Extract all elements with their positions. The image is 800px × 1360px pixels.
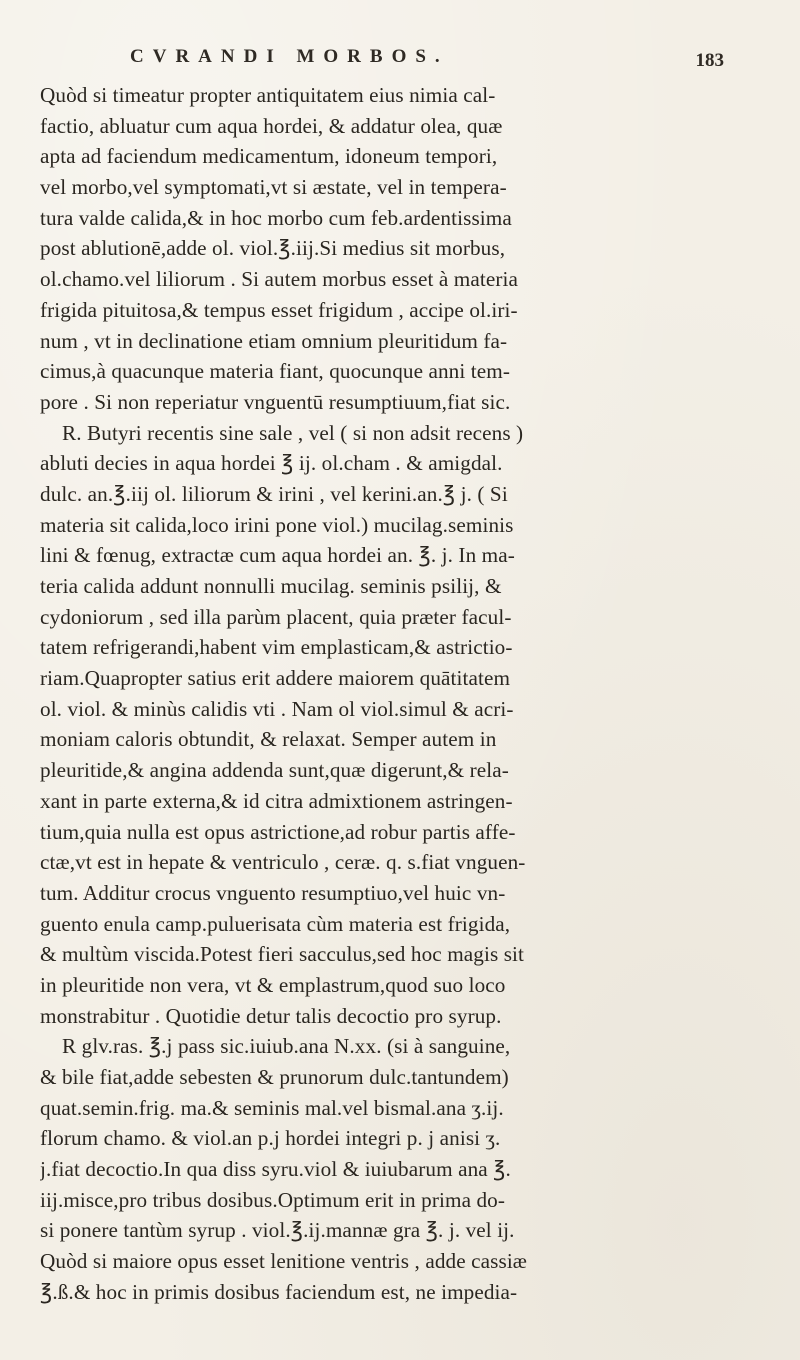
text-line: teria calida addunt nonnulli mucilag. seminis psilij, & (40, 574, 502, 598)
text-line: pore . Si non reperiatur vnguentū resumptiuum,fiat sic. (40, 389, 511, 414)
text-line: frigida pituitosa,& tempus esset frigidum , accipe ol.iri- (40, 297, 518, 322)
text-line: tura valde calida,& in hoc morbo cum feb.ardentissima (40, 205, 512, 230)
text-line: ol.chamo.vel liliorum . Si autem morbus esset à materia (40, 267, 518, 292)
text-line: Quòd si timeatur propter antiquitatem eius nimia cal- (40, 83, 496, 107)
text-line: R. Butyri recentis sine sale , vel ( si non adsit recens ) (62, 420, 524, 445)
page-number: 183 (695, 50, 724, 71)
text-line: si ponere tantùm syrup . viol.℥.ij.mannæ gra ℥. j. vel ij. (40, 1218, 515, 1243)
text-line: j.fiat decoctio.In qua diss syru.viol & iuiubarum ana ℥. (40, 1157, 511, 1182)
text-line: tatem refrigerandi,habent vim emplasticam,& astrictio- (40, 635, 513, 660)
text-line: materia sit calida,loco irini pone viol.) mucilag.seminis (40, 512, 514, 537)
text-line: xant in parte externa,& id citra admixtionem astringen- (40, 788, 513, 813)
text-line: cimus,à quacunque materia fiant, quocunque anni tem- (40, 359, 510, 384)
text-line: ℥.ß.& hoc in primis dosibus faciendum est, ne impedia- (40, 1279, 518, 1304)
text-line: riam.Quapropter satius erit addere maiorem quātitatem (40, 666, 511, 691)
text-line: & multùm viscida.Potest fieri sacculus,sed hoc magis sit (40, 942, 525, 967)
text-line: florum chamo. & viol.an p.j hordei integri p. j anisi ʒ. (40, 1126, 501, 1151)
text-line: monstrabitur . Quotidie detur talis decoctio pro syrup. (40, 1003, 502, 1028)
text-line: Quòd si maiore opus esset lenitione ventris , adde cassiæ (40, 1249, 528, 1274)
text-line: lini & fœnug, extractæ cum aqua hordei an. ℥. j. In ma- (40, 543, 515, 568)
text-line: quat.semin.frig. ma.& seminis mal.vel bismal.ana ʒ.ij. (40, 1095, 504, 1120)
text-line: tum. Additur crocus vnguento resumptiuo,vel huic vn- (40, 880, 506, 905)
text-line: moniam caloris obtundit, & relaxat. Semper autem in (40, 727, 497, 752)
text-line: dulc. an.℥.iij ol. liliorum & irini , vel kerini.an.℥ j. ( Si (40, 481, 508, 506)
text-line: post ablutionē,adde ol. viol.℥.iij.Si medius sit morbus, (40, 236, 506, 261)
text-line: apta ad faciendum medicamentum, idoneum tempori, (40, 144, 498, 169)
text-line: factio, abluatur cum aqua hordei, & addatur olea, quæ (40, 113, 503, 138)
running-head: CVRANDI MORBOS. (130, 46, 449, 67)
text-line: pleuritide,& angina addenda sunt,quæ digerunt,& rela- (40, 758, 509, 783)
text-line: & bile fiat,adde sebesten & prunorum dulc.tantundem) (40, 1065, 509, 1089)
text-line: in pleuritide non vera, vt & emplastrum,quod suo loco (40, 972, 506, 997)
text-line: iij.misce,pro tribus dosibus.Optimum erit in prima do- (40, 1187, 506, 1212)
text-line: R glv.ras. ℥.j pass sic.iuiub.ana N.xx. (si à sanguine, (62, 1034, 511, 1059)
text-line: guento enula camp.puluerisata cùm materia est frigida, (40, 911, 511, 936)
text-line: vel morbo,vel symptomati,vt si æstate, vel in tempera- (40, 175, 507, 200)
body-text (40, 80, 780, 1308)
text-line: abluti decies in aqua hordei ℥ ij. ol.cham . & amigdal. (40, 451, 503, 476)
text-line: ctæ,vt est in hepate & ventriculo , ceræ. q. s.fiat vnguen- (40, 850, 526, 875)
text-line: ol. viol. & minùs calidis vti . Nam ol viol.simul & acri- (40, 696, 514, 721)
text-line: num , vt in declinatione etiam omnium pleuritidum fa- (40, 328, 508, 353)
text-line: tium,quia nulla est opus astrictione,ad robur partis affe- (40, 819, 516, 844)
text-line: cydoniorum , sed illa parùm placent, quia præter facul- (40, 604, 512, 629)
